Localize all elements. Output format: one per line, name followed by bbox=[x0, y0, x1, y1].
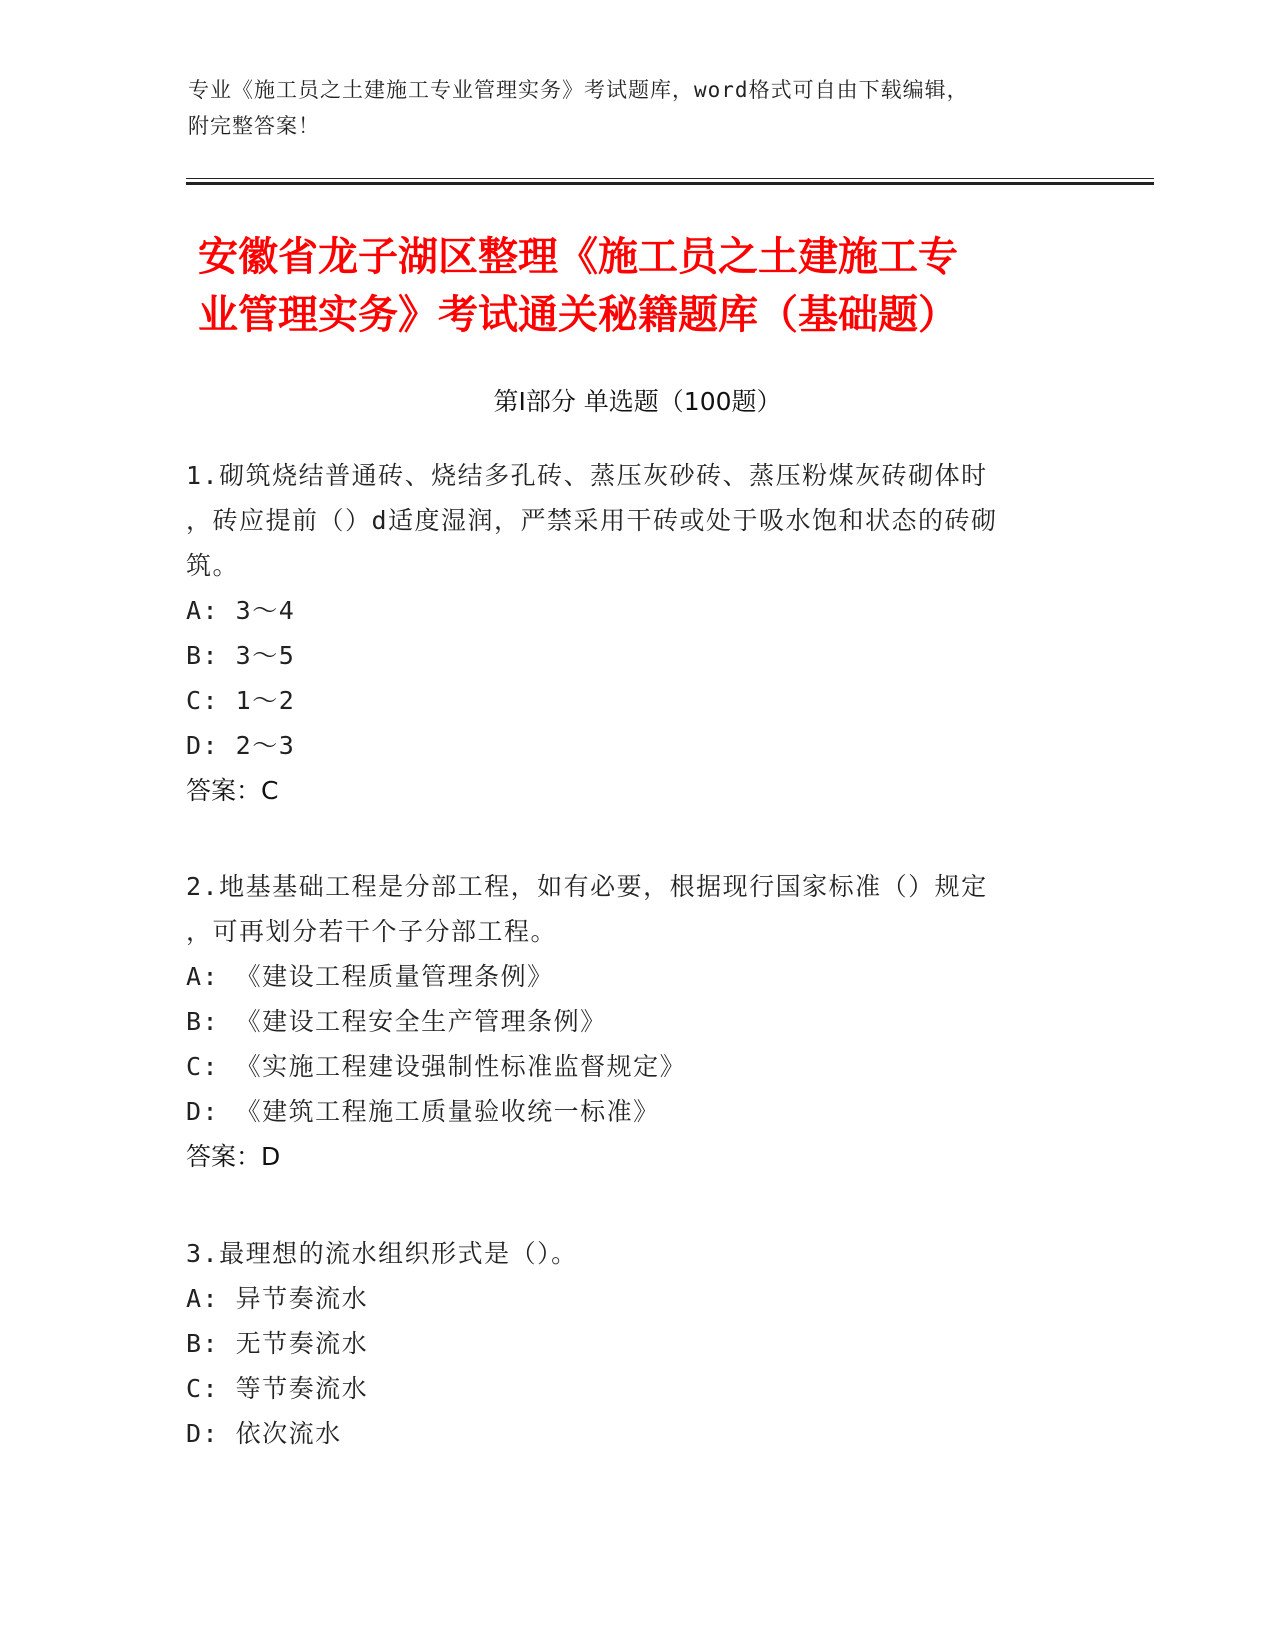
option-a: A: 异节奏流水 bbox=[186, 1284, 369, 1313]
question-1 bbox=[186, 453, 1086, 813]
section-title: 第Ⅰ部分 单选题（100题） bbox=[493, 387, 782, 416]
option-c: C: 1～2 bbox=[186, 686, 296, 715]
option-c: C: 《实施工程建设强制性标准监督规定》 bbox=[186, 1052, 687, 1081]
option-c: C: 等节奏流水 bbox=[186, 1374, 369, 1403]
document-title bbox=[198, 228, 1098, 344]
header-note-line-2: 附完整答案！ bbox=[188, 114, 320, 138]
header-note bbox=[188, 72, 1088, 144]
question-stem: 筑。 bbox=[186, 551, 240, 580]
question-3 bbox=[186, 1231, 1086, 1456]
option-b: B: 3～5 bbox=[186, 641, 296, 670]
document-title-line-2: 业管理实务》考试通关秘籍题库（基础题） bbox=[198, 292, 958, 338]
header-divider-thin bbox=[186, 178, 1154, 179]
option-d: D: 依次流水 bbox=[186, 1419, 342, 1448]
option-a: A: 3～4 bbox=[186, 596, 296, 625]
question-stem: ，砖应提前（）d适度湿润，严禁采用干砖或处于吸水饱和状态的砖砌 bbox=[186, 506, 998, 535]
question-stem: 2.地基基础工程是分部工程，如有必要，根据现行国家标准（）规定 bbox=[186, 872, 988, 901]
header-divider-thick bbox=[186, 182, 1154, 185]
option-b: B: 《建设工程安全生产管理条例》 bbox=[186, 1007, 607, 1036]
option-a: A: 《建设工程质量管理条例》 bbox=[186, 962, 554, 991]
option-b: B: 无节奏流水 bbox=[186, 1329, 369, 1358]
question-stem: 3.最理想的流水组织形式是（）。 bbox=[186, 1239, 578, 1268]
answer: 答案：D bbox=[186, 1142, 281, 1171]
question-stem: 1.砌筑烧结普通砖、烧结多孔砖、蒸压灰砂砖、蒸压粉煤灰砖砌体时 bbox=[186, 461, 988, 490]
option-d: D: 2～3 bbox=[186, 731, 296, 760]
document-title-line-1: 安徽省龙子湖区整理《施工员之土建施工专 bbox=[198, 234, 958, 280]
answer: 答案：C bbox=[186, 776, 279, 805]
question-stem: ，可再划分若干个子分部工程。 bbox=[186, 917, 558, 946]
header-note-line-1: 专业《施工员之土建施工专业管理实务》考试题库，word格式可自由下载编辑， bbox=[188, 78, 969, 102]
question-2 bbox=[186, 864, 1086, 1179]
option-d: D: 《建筑工程施工质量验收统一标准》 bbox=[186, 1097, 660, 1126]
